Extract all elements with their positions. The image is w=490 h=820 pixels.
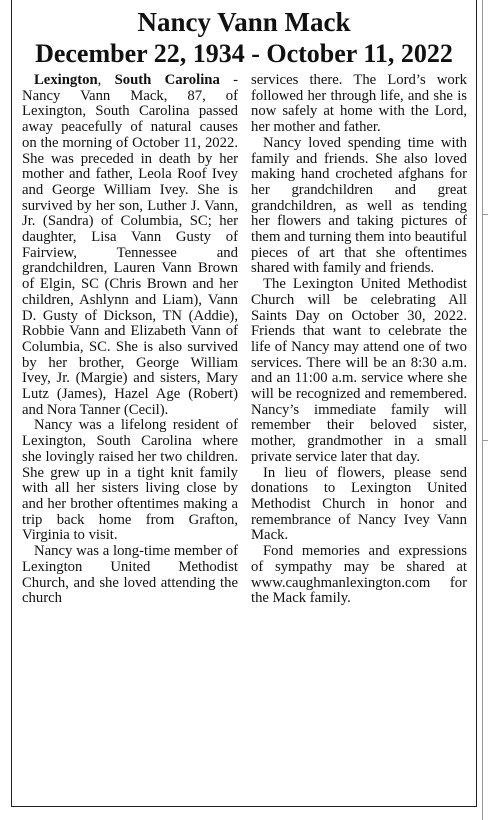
obituary-dates: December 22, 1934 - October 11, 2022 [35,39,453,68]
edge-tick [482,440,488,441]
obituary-paragraph: Nancy was a lifelong resident of Lexington, South Carolina where she lovingly raised her two children. She grew up in a tight knit family with all her sisters living close by and her brother oftentimes making a trip back home from Grafton, Virginia to visit. [22,417,238,544]
obituary-paragraph: Nancy loved spending time with family and friends. She also loved making hand crocheted afghans for her grandchildren and great grandchildren, as well as tending her flowers and taking pictures of them and turning them into beautiful pieces of art that she oftentimes shared with family and friends. [251,134,467,277]
obituary-paragraph [22,73,238,418]
dateline-state: South Carolina [114,72,220,88]
paragraph-text: - Nancy Vann Mack, 87, of Lexington, South Carolina passed away peacefully of natural causes on the morning of October 11, 2022. She was preceded in death by her mother and father, Leola Roof Ivey and George William Ivey. She is survived by her son, Luther J. Vann, Jr. (Sandra) of Columbia, SC; her daughter, Lisa Vann Gusty of Fairview, Tennessee and grandchildren, Lauren Vann Brown of Elgin, SC (Chris Brown and her children, Ashlynn and Liam), Vann D. Gusty of Dickson, TN (Addie), Robbie Vann and Elizabeth Vann of Columbia, SC. She is also survived by her brother, George William Ivey, Jr. (Margie) and sisters, Mary Lutz (James), Hazel Age (Robert) and Nora Tanner (Cecil). [22,72,238,418]
dateline-city: Lexington [34,72,98,88]
edge-tick [482,214,488,215]
obituary-column-right [251,73,467,607]
obituary-paragraph: The Lexington United Methodist Church will be celebrating All Saints Day on October 30, 2022. Friends that want to celebrate the life of Nancy may attend one of two services. There will be an 8:30 a.m. and an 11:00 a.m. service where she will be recognized and remembered. Nancy’s immediate family will remember their beloved sister, mother, grandmother in a small private service later that day. [251,276,467,465]
obituary-name: Nancy Vann Mack [137,7,351,37]
obituary-column-left [22,73,238,607]
obituary-paragraph: Fond memories and expressions of sympathy may be shared at www.caughmanlexington.com for the Mack family. [251,543,467,607]
obituary-paragraph: Nancy was a long-time member of Lexington United Methodist Church, and she loved attending the church [22,543,238,607]
dateline-separator: , [97,72,115,88]
obituary-paragraph-continued: services there. The Lord’s work followed her through life, and she is now safely at home with the Lord, her mother and father. [251,72,467,136]
page-edge-rule [482,0,483,820]
obituary-paragraph: In lieu of flowers, please send donations to Lexington United Methodist Church in honor and remembrance of Nancy Ivey Vann Mack. [251,464,467,544]
